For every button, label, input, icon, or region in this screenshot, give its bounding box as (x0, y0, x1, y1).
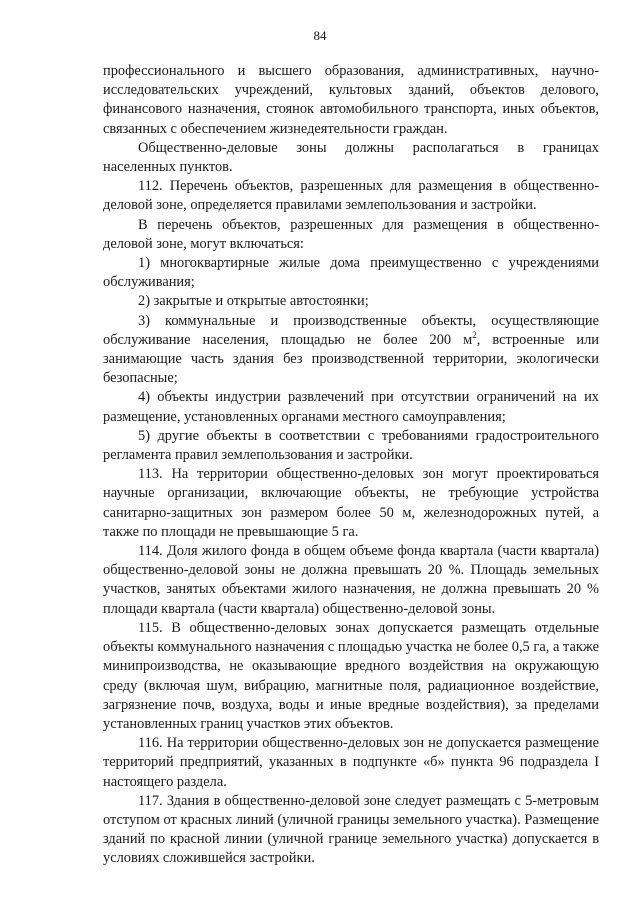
paragraph-item-116: 116. На территории общественно-деловых зон не допускается размещение территорий предприятий, указанных в подпункте «б» пункта 96 подраздела I настоящего раздела. (103, 735, 599, 790)
list-item: 5) другие объекты в соответствии с требованиями градостроительного регламента правил землепользования и застройки. (103, 427, 599, 464)
list-item-text: 3) коммунальные и производственные объекты, осуществляющие обслуживание населения, площадью не более 200 м (103, 312, 599, 348)
list-item: 4) объекты индустрии развлечений при отсутствии ограничений на их размещение, установленных органами местного самоуправления; (103, 389, 599, 425)
document-body (103, 62, 599, 869)
paragraph-item-113: 113. На территории общественно-деловых зон могут проектироваться научные организации, включающие объекты, не требующие устройства санитарно-защитных зон размером более 50 м, железнодорожных путей, а также по площади не превышающие 5 га. (103, 466, 599, 540)
paragraph-item-115: 115. В общественно-деловых зонах допускается размещать отдельные объекты коммунального назначения с площадью участка не более 0,5 га, а также минипроизводства, не оказывающие вредного воздействия на окружающую среду (включая шум, вибрацию, магнитные поля, радиационное воздействие, загрязнение почв, воздуха, воды и иные вредные воздействия), за пределами установленных границ участков этих объектов. (103, 619, 599, 732)
paragraph-item-117: 117. Здания в общественно-деловой зоне следует размещать с 5-метровым отступом от красных линий (уличной границы земельного участка). Размещение зданий по красной линии (уличной границе земельного участка) допускается в условиях сложившейся застройки. (103, 792, 599, 867)
list-item: 1) многоквартирные жилые дома преимущественно с учреждениями обслуживания; (103, 255, 599, 291)
paragraph-item-112: 112. Перечень объектов, разрешенных для размещения в общественно-деловой зоне, определяется правилами землепользования и застройки. (103, 178, 599, 214)
list-item-text-tail: , встроенные или занимающие часть здания без производственной территории, экологически безопасные; (103, 331, 599, 387)
paragraph: Общественно-деловые зоны должны располагаться в границах населенных пунктов. (103, 139, 599, 176)
superscript: 2 (472, 330, 477, 341)
paragraph: В перечень объектов, разрешенных для размещения в общественно-деловой зоне, могут включаться: (103, 216, 599, 252)
list-item: 2) закрытые и открытые автостоянки; (138, 293, 369, 310)
list-item (103, 312, 599, 389)
page-number: 84 (313, 28, 327, 43)
paragraph-item-114: 114. Доля жилого фонда в общем объеме фонда квартала (части квартала) общественно-деловой зоны не должна превышать 20 %. Площадь земельных участков, занятых объектами жилого назначения, не должна превышать 20 % площади квартала (части квартала) общественно-деловой зоны. (103, 543, 599, 617)
paragraph: профессионального и высшего образования, административных, научно-исследовательских учреждений, культовых зданий, объектов делового, финансового назначения, стоянок автомобильного транспорта, иных объектов, связанных с обеспечением жизнедеятельности граждан. (103, 63, 599, 137)
